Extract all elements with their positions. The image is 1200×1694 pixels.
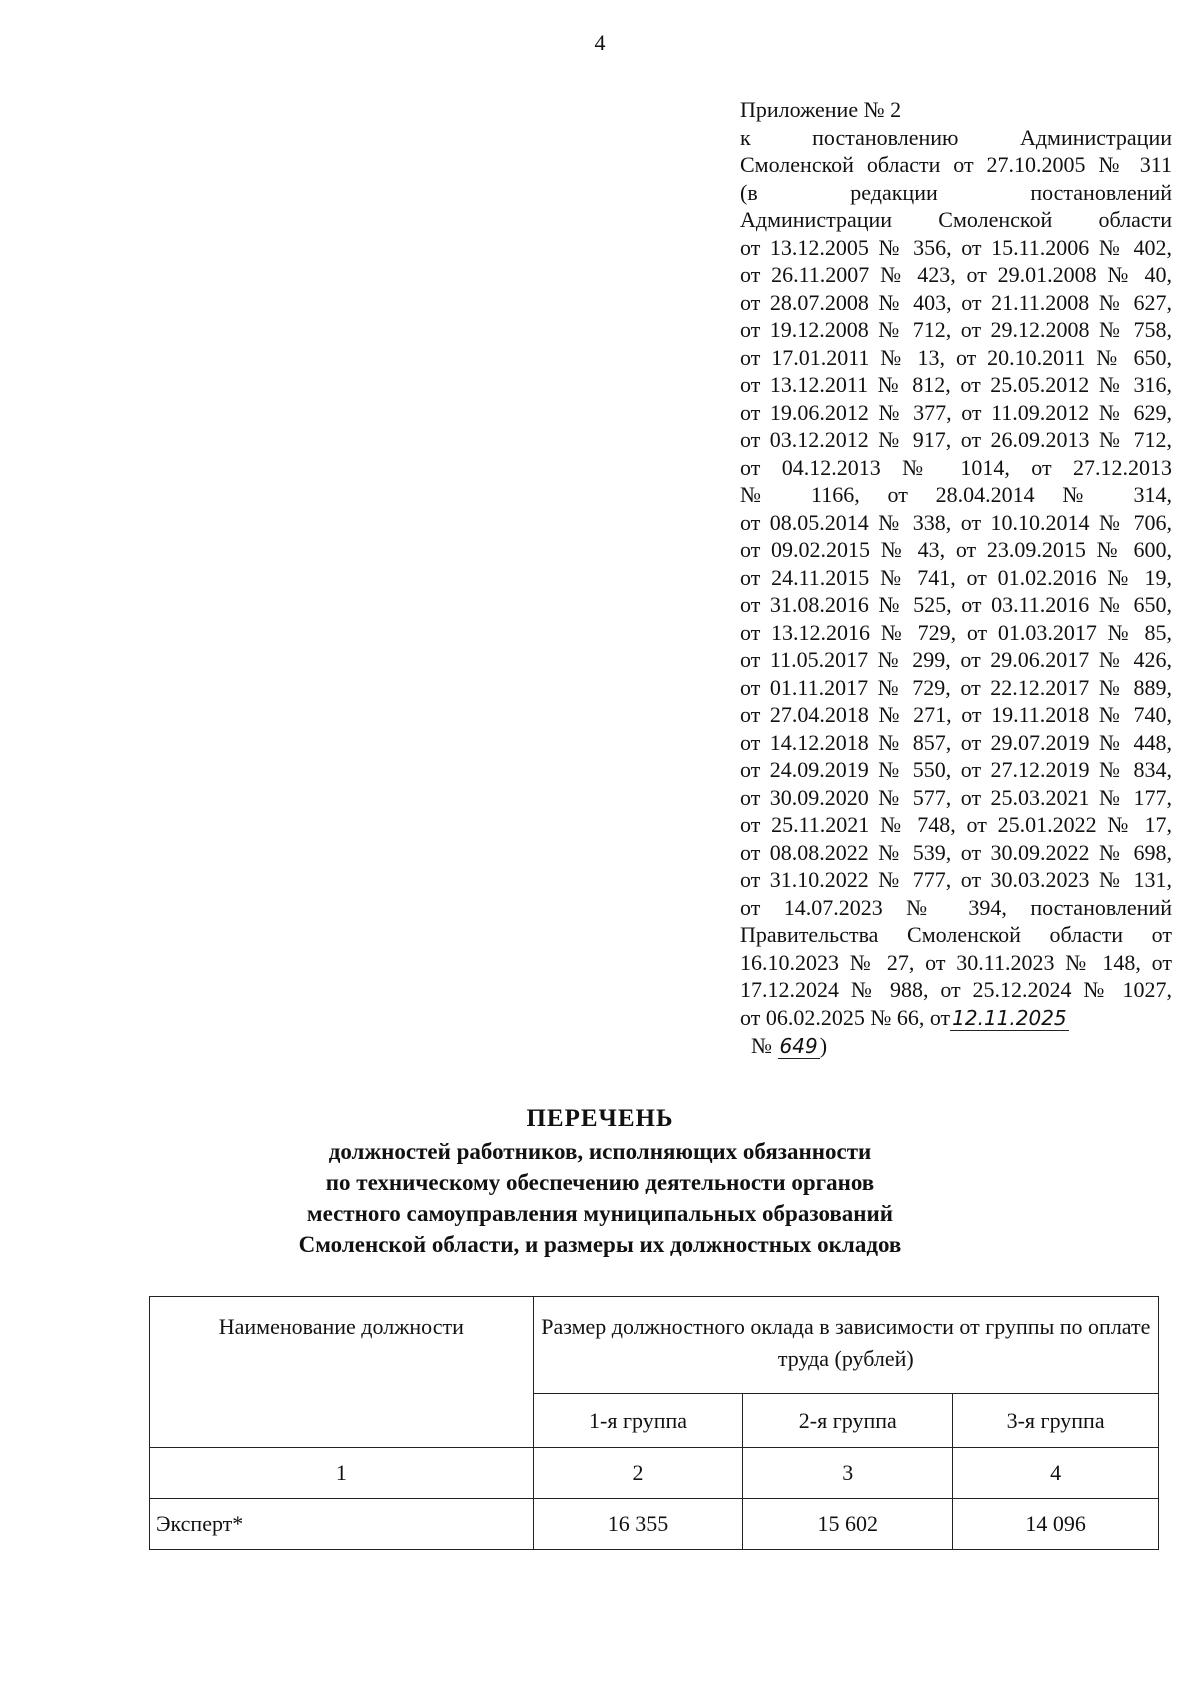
title-sub-line: должностей работников, исполняющих обязанности (328, 1139, 872, 1164)
appendix-line: от 31.10.2022 № 777, от 30.03.2023 № 131, (740, 867, 1172, 892)
appendix-line: от 03.12.2012 № 917, от 26.09.2013 № 712, (740, 427, 1172, 452)
header-salary: Размер должностного оклада в зависимости от группы по оплате труда (рублей) (533, 1297, 1158, 1394)
appendix-line: от 09.02.2015 № 43, от 23.09.2015 № 600, (740, 537, 1172, 562)
title-sub-line: Смоленской области, и размеры их должностных окладов (298, 1232, 902, 1257)
appendix-line: Администрации Смоленской области (740, 207, 1172, 232)
table-header-row (150, 1297, 1159, 1394)
appendix-line: от 24.09.2019 № 550, от 27.12.2019 № 834, (740, 757, 1172, 782)
header-group: 2-я группа (743, 1394, 953, 1448)
appendix-line: от 08.05.2014 № 338, от 10.10.2014 № 706, (740, 509, 1172, 535)
handwritten-date: 12.11.2025 (952, 1005, 1067, 1030)
header-position: Наименование должности (150, 1297, 534, 1448)
column-number: 1 (150, 1448, 534, 1499)
appendix-line: № 1166, от 28.04.2014 № 314, (740, 482, 1172, 507)
appendix-line: от 13.12.2011 № 812, от 25.05.2012 № 316, (740, 372, 1172, 397)
page-number: 4 (594, 30, 606, 55)
column-number: 4 (953, 1448, 1159, 1499)
column-number: 3 (743, 1448, 953, 1499)
salary-value: 16 355 (533, 1499, 743, 1550)
appendix-line: от 26.11.2007 № 423, от 29.01.2008 № 40, (740, 262, 1172, 287)
appendix-line: (в редакции постановлений (740, 179, 1172, 205)
appendix-line: от 11.05.2017 № 299, от 29.06.2017 № 426, (740, 647, 1172, 672)
appendix-line: от 04.12.2013 № 1014, от 27.12.2013 (740, 454, 1172, 480)
salary-value: 15 602 (743, 1499, 953, 1550)
appendix-line: от 14.12.2018 № 857, от 29.07.2019 № 448, (740, 729, 1172, 755)
appendix-line: от 19.06.2012 № 377, от 11.09.2012 № 629, (740, 399, 1172, 425)
appendix-line: к постановлению Администрации (740, 124, 1172, 150)
appendix-block (740, 96, 1172, 1061)
appendix-line: от 24.11.2015 № 741, от 01.02.2016 № 19, (740, 564, 1172, 590)
appendix-line: от 27.04.2018 № 271, от 19.11.2018 № 740, (740, 702, 1172, 727)
column-number: 2 (533, 1448, 743, 1499)
title-main: ПЕРЕЧЕНЬ (526, 1105, 674, 1132)
appendix-line: от 14.07.2023 № 394, постановлений (740, 894, 1172, 920)
header-group: 1-я группа (533, 1394, 743, 1448)
appendix-line: Приложение № 2 (740, 97, 902, 122)
appendix-last-line-prefix: от 06.02.2025 № 66, от (740, 1004, 951, 1030)
appendix-number-line (740, 1032, 1172, 1061)
table-column-number-row (150, 1448, 1159, 1499)
appendix-line: Смоленской области от 27.10.2005 № 311 (740, 152, 1172, 177)
appendix-line: от 08.08.2022 № 539, от 30.09.2022 № 698, (740, 839, 1172, 865)
appendix-last-line (740, 1004, 1172, 1033)
salary-value: 14 096 (953, 1499, 1159, 1550)
table-row (150, 1499, 1159, 1550)
salary-table (149, 1296, 1159, 1550)
appendix-line: от 28.07.2008 № 403, от 21.11.2008 № 627, (740, 289, 1172, 315)
number-prefix: № (751, 1033, 772, 1058)
closing-paren: ) (819, 1033, 828, 1058)
appendix-line: от 30.09.2020 № 577, от 25.03.2021 № 177, (740, 784, 1172, 810)
document-title (0, 1102, 1200, 1260)
appendix-line: от 25.11.2021 № 748, от 25.01.2022 № 17, (740, 812, 1172, 837)
appendix-line: 16.10.2023 № 27, от 30.11.2023 № 148, от (740, 949, 1172, 975)
appendix-line: 17.12.2024 № 988, от 25.12.2024 № 1027, (740, 977, 1172, 1002)
appendix-line: от 31.08.2016 № 525, от 03.11.2016 № 650, (740, 592, 1172, 617)
appendix-line: от 13.12.2016 № 729, от 01.03.2017 № 85, (740, 619, 1172, 645)
appendix-line: Правительства Смоленской области от (740, 922, 1172, 947)
appendix-line: от 17.01.2011 № 13, от 20.10.2011 № 650, (740, 344, 1172, 370)
handwritten-number: 649 (779, 1034, 818, 1058)
appendix-line: от 13.12.2005 № 356, от 15.11.2006 № 402, (740, 234, 1172, 260)
title-sub-line: по техническому обеспечению деятельности органов (325, 1170, 875, 1195)
appendix-line: от 19.12.2008 № 712, от 29.12.2008 № 758, (740, 317, 1172, 342)
position-name: Эксперт* (150, 1499, 534, 1550)
title-sub-line: местного самоуправления муниципальных образований (306, 1201, 894, 1226)
appendix-line: от 01.11.2017 № 729, от 22.12.2017 № 889, (740, 674, 1172, 700)
header-group: 3-я группа (953, 1394, 1159, 1448)
